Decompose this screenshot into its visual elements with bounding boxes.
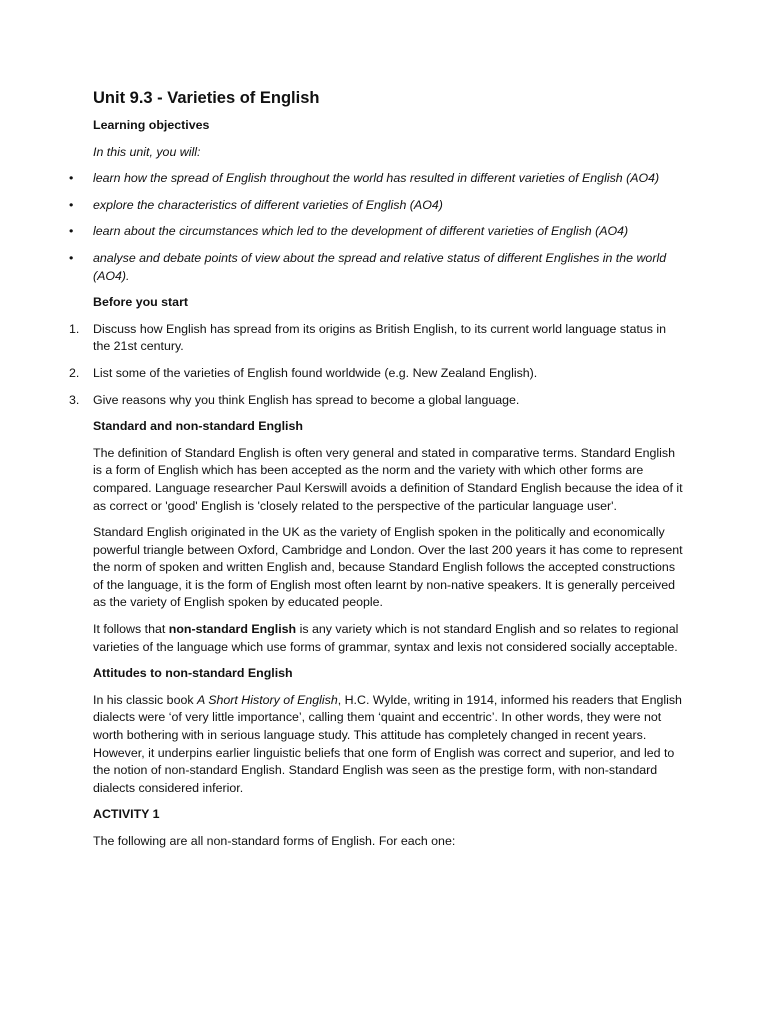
list-item-text: explore the characteristics of different varieties of English (AO4) [93,197,443,212]
list-item [69,392,683,410]
key-term: non-standard English [168,622,297,637]
list-item-text: Discuss how English has spread from its origins as British English, to its current world language status in the 21st century. [93,321,666,354]
list-item-text: learn how the spread of English throughout the world has resulted in different varieties of English (AO4) [93,171,660,186]
list-item-text: Give reasons why you think English has spread to become a global language. [93,392,520,407]
paragraph-text: It follows that [93,622,169,637]
bullet-icon: • [69,171,74,186]
list-number: 3. [69,392,80,407]
activity-heading: ACTIVITY 1 [93,807,160,822]
learning-objectives-list [69,170,683,285]
activity-intro: The following are all non-standard forms of English. For each one: [93,834,456,848]
list-number: 1. [69,321,80,336]
list-item-text: analyse and debate points of view about the spread and relative status of different Englishes in the world (AO4). [93,250,667,283]
page-title: Unit 9.3 - Varieties of English [93,89,320,107]
learning-objectives-intro: In this unit, you will: [93,144,201,159]
list-item [69,197,683,215]
list-item [69,365,683,383]
bullet-icon: • [69,224,74,239]
learning-objectives-heading: Learning objectives [93,118,210,132]
standard-english-heading: Standard and non-standard English [93,419,303,434]
list-item [69,321,683,356]
paragraph-text: is any variety which is not standard English and so relates to regional varieties of the language which use forms of grammar, syntax and lexis not considered socially acceptable. [93,622,679,654]
standard-english-paragraph-3 [93,621,683,656]
list-item-text: List some of the varieties of English found worldwide (e.g. New Zealand English). [93,365,538,380]
book-title: A Short History of English [197,692,338,707]
list-item [69,170,683,188]
list-item [69,223,683,241]
standard-english-paragraph-1: The definition of Standard English is often very general and stated in comparative terms. Standard English is a form of English which has been accepted as the norm and the variety with which other forms are compared. Language researcher Paul Kerswill avoids a definition of Standard English because the idea of it as correct or 'good' English is 'closely related to the perspective of the particular language user'. [93,445,683,513]
before-you-start-heading: Before you start [93,295,189,310]
paragraph-text: In his classic book [93,692,197,707]
document-content [69,87,683,860]
standard-english-paragraph-2: Standard English originated in the UK as the variety of English spoken in the politically and economically powerful triangle between Oxford, Cambridge and London. Over the last 200 years it has come to represent the norm of spoken and written English and, because Standard English follows the accepted constructions of the language, it is the form of English most often learnt by non-native speakers. It is generally perceived as the variety of English spoken by educated people. [93,525,683,610]
bullet-icon: • [69,197,74,212]
bullet-icon: • [69,250,74,265]
list-item [69,250,683,285]
list-number: 2. [69,365,80,380]
attitudes-paragraph [93,692,683,798]
before-you-start-list [69,321,683,409]
list-item-text: learn about the circumstances which led to the development of different varieties of English (AO4) [93,224,629,239]
paragraph-text: , H.C. Wylde, writing in 1914, informed his readers that English dialects were ‘of very little importance’, calling them ‘quaint and eccentric’. In other words, they were not worth bothering with in serious language study. This attitude has completely changed in recent years. However, it underpins earlier linguistic beliefs that one form of English was correct and superior, and led to the notion of non-standard English. Standard English was seen as the prestige form, with non-standard dialects considered inferior. [93,692,682,795]
attitudes-heading: Attitudes to non-standard English [93,666,293,681]
